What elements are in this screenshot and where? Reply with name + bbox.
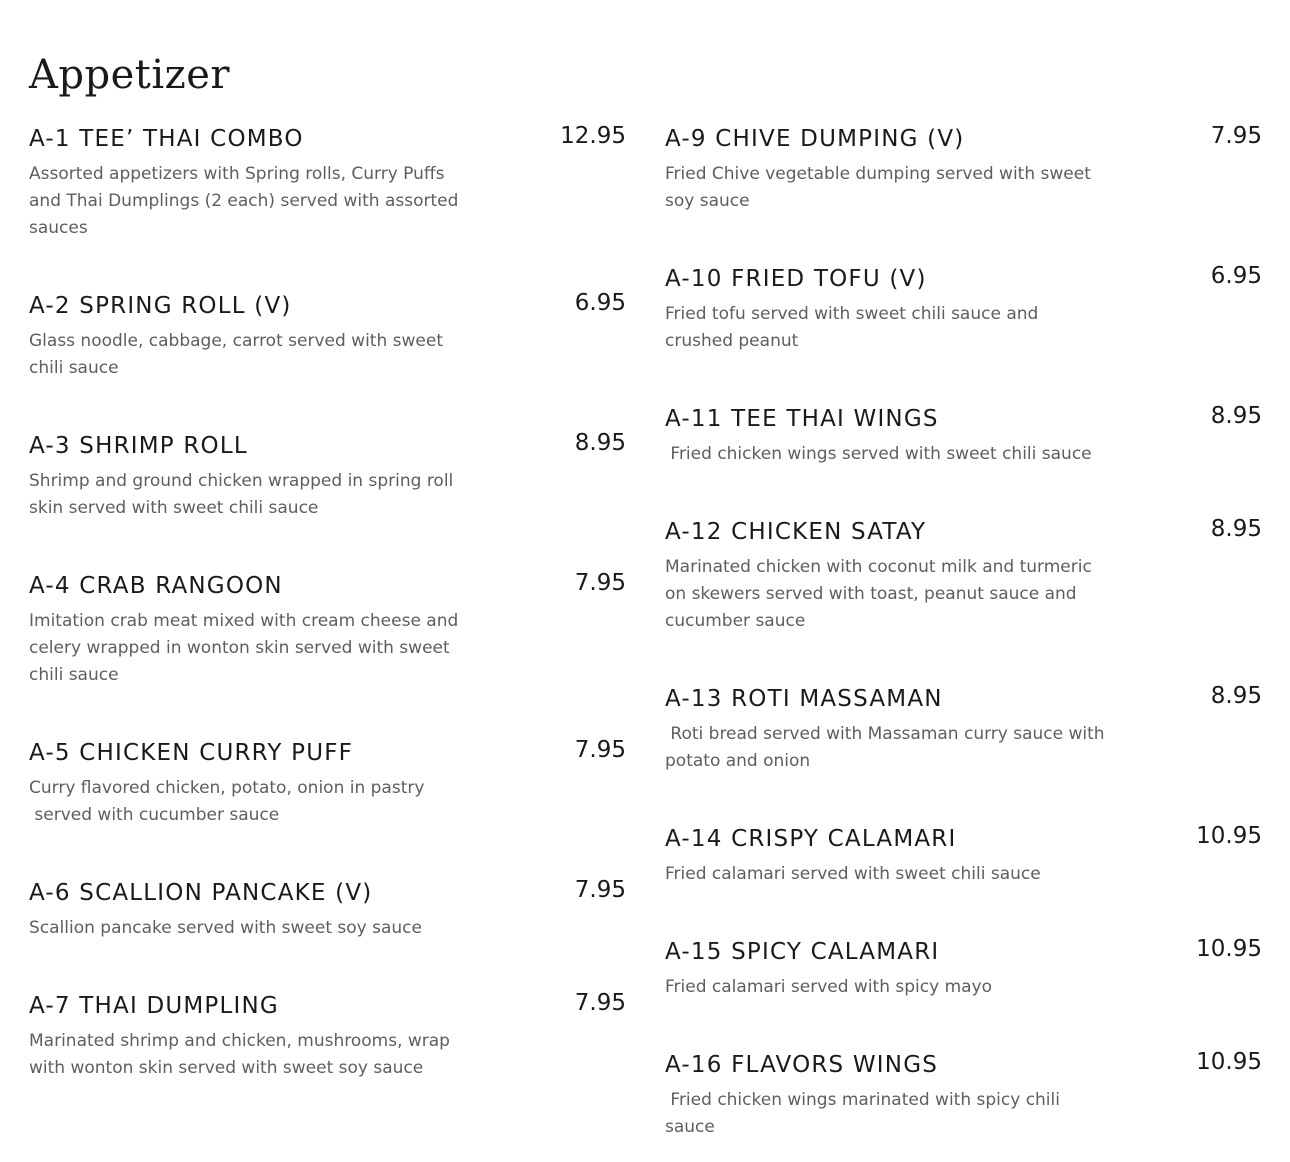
- section-title: Appetizer: [29, 52, 231, 98]
- item-price: 8.95: [574, 430, 626, 456]
- item-name: A-5 CHICKEN CURRY PUFF: [29, 740, 354, 766]
- menu-item: [29, 877, 626, 990]
- item-description: Shrimp and ground chicken wrapped in spring roll skin served with sweet chili sauce: [29, 471, 459, 518]
- menu-column-left: [29, 123, 626, 1130]
- item-price: 7.95: [574, 877, 626, 903]
- item-price: 8.95: [1210, 683, 1262, 709]
- menu-item: [665, 263, 1262, 403]
- item-name: A-3 SHRIMP ROLL: [29, 433, 248, 459]
- item-price: 8.95: [1210, 403, 1262, 429]
- item-description: Imitation crab meat mixed with cream cheese and celery wrapped in wonton skin served with sweet chili sauce: [29, 611, 464, 685]
- item-description: Assorted appetizers with Spring rolls, Curry Puffs and Thai Dumplings (2 each) served with assorted sauces: [29, 164, 464, 238]
- item-name: A-13 ROTI MASSAMAN: [665, 686, 943, 712]
- item-name: A-1 TEE’ THAI COMBO: [29, 126, 304, 152]
- item-name: A-14 CRISPY CALAMARI: [665, 826, 957, 852]
- menu-item: [29, 123, 626, 290]
- menu-column-right: [665, 123, 1262, 1162]
- item-price: 12.95: [560, 123, 626, 149]
- menu-item: [665, 936, 1262, 1049]
- item-name: A-16 FLAVORS WINGS: [665, 1052, 939, 1078]
- item-price: 7.95: [574, 737, 626, 763]
- item-name: A-15 SPICY CALAMARI: [665, 939, 940, 965]
- menu-item: [665, 1049, 1262, 1162]
- menu-item: [665, 403, 1262, 516]
- item-name: A-4 CRAB RANGOON: [29, 573, 283, 599]
- item-name: A-9 CHIVE DUMPING (V): [665, 126, 965, 152]
- item-price: 10.95: [1196, 936, 1262, 962]
- item-description: Fried Chive vegetable dumping served with sweet soy sauce: [665, 164, 1097, 211]
- item-description: Glass noodle, cabbage, carrot served with sweet chili sauce: [29, 331, 449, 378]
- item-description: Roti bread served with Massaman curry sauce with potato and onion: [665, 724, 1110, 771]
- item-name: A-10 FRIED TOFU (V): [665, 266, 927, 292]
- item-description: Fried tofu served with sweet chili sauce and crushed peanut: [665, 304, 1044, 351]
- item-description: Marinated chicken with coconut milk and turmeric on skewers served with toast, peanut sauce and cucumber sauce: [665, 557, 1098, 631]
- menu-item: [29, 570, 626, 737]
- item-price: 6.95: [574, 290, 626, 316]
- item-price: 7.95: [574, 990, 626, 1016]
- item-price: 10.95: [1196, 1049, 1262, 1075]
- item-description: Fried chicken wings marinated with spicy chili sauce: [665, 1090, 1066, 1137]
- item-price: 8.95: [1210, 516, 1262, 542]
- menu-item: [29, 290, 626, 430]
- menu-item: [665, 516, 1262, 683]
- menu-item: [665, 683, 1262, 823]
- item-description: Scallion pancake served with sweet soy sauce: [29, 918, 422, 938]
- item-name: A-12 CHICKEN SATAY: [665, 519, 927, 545]
- item-description: Curry flavored chicken, potato, onion in pastry served with cucumber sauce: [29, 778, 425, 825]
- item-price: 6.95: [1210, 263, 1262, 289]
- item-price: 7.95: [1210, 123, 1262, 149]
- item-name: A-2 SPRING ROLL (V): [29, 293, 292, 319]
- item-description: Fried calamari served with sweet chili sauce: [665, 864, 1041, 884]
- item-name: A-11 TEE THAI WINGS: [665, 406, 939, 432]
- item-name: A-6 SCALLION PANCAKE (V): [29, 880, 373, 906]
- item-price: 10.95: [1196, 823, 1262, 849]
- item-description: Marinated shrimp and chicken, mushrooms, wrap with wonton skin served with sweet soy sauce: [29, 1031, 456, 1078]
- item-description: Fried calamari served with spicy mayo: [665, 977, 993, 997]
- item-name: A-7 THAI DUMPLING: [29, 993, 279, 1019]
- menu-item: [665, 123, 1262, 263]
- menu-item: [665, 823, 1262, 936]
- menu-item: [29, 990, 626, 1130]
- menu-item: [29, 430, 626, 570]
- menu-item: [29, 737, 626, 877]
- item-price: 7.95: [574, 570, 626, 596]
- item-description: Fried chicken wings served with sweet chili sauce: [665, 444, 1092, 464]
